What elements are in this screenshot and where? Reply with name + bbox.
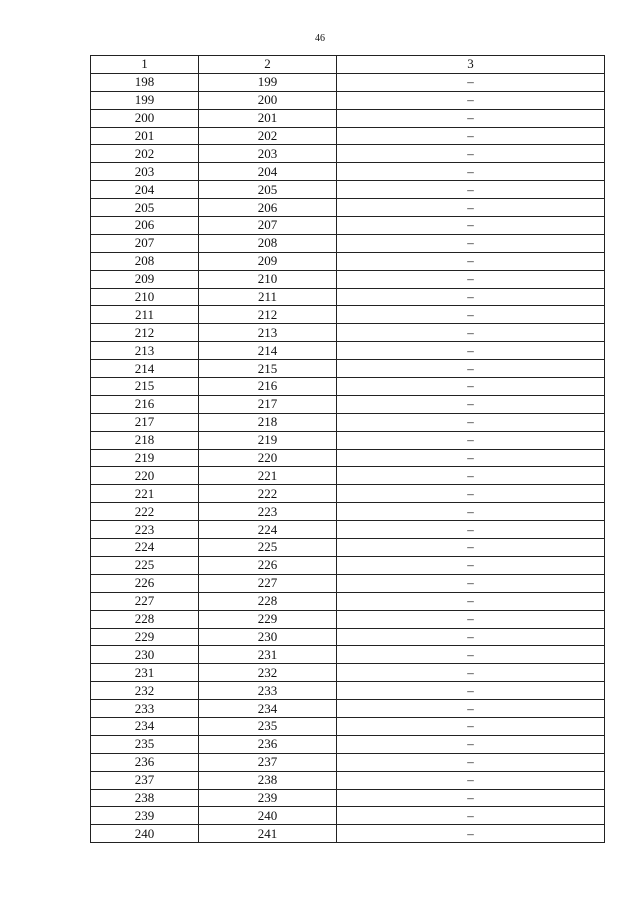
table-row	[91, 252, 605, 270]
table-cell-col-3: –	[337, 825, 605, 843]
table-row	[91, 288, 605, 306]
table-row	[91, 73, 605, 91]
table-row	[91, 217, 605, 235]
table-cell-col-2: 232	[199, 664, 337, 682]
table-row	[91, 449, 605, 467]
table-cell-col-2: 200	[199, 91, 337, 109]
table-cell-col-1: 226	[91, 574, 199, 592]
table-cell-col-2: 205	[199, 181, 337, 199]
table-cell-col-1: 205	[91, 199, 199, 217]
table-cell-col-2: 221	[199, 467, 337, 485]
table-cell-col-1: 231	[91, 664, 199, 682]
table-row	[91, 467, 605, 485]
table-cell-col-3: –	[337, 449, 605, 467]
table-body	[91, 73, 605, 842]
table-row	[91, 181, 605, 199]
table-cell-col-2: 219	[199, 431, 337, 449]
table-cell-col-2: 227	[199, 574, 337, 592]
table-cell-col-2: 229	[199, 610, 337, 628]
table-cell-col-2: 206	[199, 199, 337, 217]
table-cell-col-1: 207	[91, 234, 199, 252]
table-cell-col-2: 209	[199, 252, 337, 270]
table-row	[91, 127, 605, 145]
table-row	[91, 378, 605, 396]
table-row	[91, 91, 605, 109]
table-cell-col-1: 229	[91, 628, 199, 646]
table-cell-col-2: 226	[199, 556, 337, 574]
table-cell-col-3: –	[337, 717, 605, 735]
table-row	[91, 610, 605, 628]
table-cell-col-1: 238	[91, 789, 199, 807]
table-cell-col-1: 209	[91, 270, 199, 288]
table-row	[91, 306, 605, 324]
table-cell-col-2: 222	[199, 485, 337, 503]
data-table	[90, 55, 605, 843]
table-cell-col-3: –	[337, 646, 605, 664]
table-cell-col-2: 234	[199, 700, 337, 718]
table-cell-col-2: 201	[199, 109, 337, 127]
table-row	[91, 360, 605, 378]
table-cell-col-1: 217	[91, 413, 199, 431]
table-cell-col-2: 210	[199, 270, 337, 288]
table-cell-col-1: 212	[91, 324, 199, 342]
table-cell-col-3: –	[337, 574, 605, 592]
table-cell-col-3: –	[337, 539, 605, 557]
table-cell-col-2: 231	[199, 646, 337, 664]
table-row	[91, 145, 605, 163]
table-cell-col-2: 224	[199, 521, 337, 539]
table-cell-col-3: –	[337, 700, 605, 718]
table-cell-col-1: 208	[91, 252, 199, 270]
table-cell-col-2: 238	[199, 771, 337, 789]
table-cell-col-3: –	[337, 503, 605, 521]
table-cell-col-3: –	[337, 109, 605, 127]
table-cell-col-3: –	[337, 73, 605, 91]
table-row	[91, 234, 605, 252]
table-row	[91, 628, 605, 646]
table-cell-col-2: 220	[199, 449, 337, 467]
table-cell-col-3: –	[337, 288, 605, 306]
table-cell-col-3: –	[337, 431, 605, 449]
table-cell-col-2: 239	[199, 789, 337, 807]
table-row	[91, 109, 605, 127]
column-header-3: 3	[337, 56, 605, 74]
table-cell-col-1: 228	[91, 610, 199, 628]
table-cell-col-3: –	[337, 735, 605, 753]
table-cell-col-3: –	[337, 628, 605, 646]
table-cell-col-2: 208	[199, 234, 337, 252]
table-row	[91, 807, 605, 825]
table-row	[91, 395, 605, 413]
table-row	[91, 700, 605, 718]
table-cell-col-3: –	[337, 181, 605, 199]
table-cell-col-2: 207	[199, 217, 337, 235]
table-row	[91, 324, 605, 342]
table-header-row	[91, 56, 605, 74]
table-cell-col-3: –	[337, 324, 605, 342]
table-row	[91, 342, 605, 360]
page-number: 46	[315, 33, 325, 44]
table-cell-col-1: 224	[91, 539, 199, 557]
table-cell-col-1: 206	[91, 217, 199, 235]
table-cell-col-1: 235	[91, 735, 199, 753]
table-cell-col-3: –	[337, 234, 605, 252]
table-cell-col-1: 213	[91, 342, 199, 360]
table-cell-col-2: 225	[199, 539, 337, 557]
table-cell-col-1: 234	[91, 717, 199, 735]
table-cell-col-1: 210	[91, 288, 199, 306]
table-cell-col-3: –	[337, 467, 605, 485]
table-row	[91, 431, 605, 449]
table-cell-col-1: 215	[91, 378, 199, 396]
table-cell-col-3: –	[337, 127, 605, 145]
table-cell-col-2: 202	[199, 127, 337, 145]
table-cell-col-3: –	[337, 556, 605, 574]
table-cell-col-2: 212	[199, 306, 337, 324]
table-cell-col-2: 236	[199, 735, 337, 753]
table-cell-col-3: –	[337, 378, 605, 396]
table-cell-col-1: 240	[91, 825, 199, 843]
table-cell-col-1: 223	[91, 521, 199, 539]
table-row	[91, 789, 605, 807]
table-cell-col-1: 225	[91, 556, 199, 574]
table-row	[91, 485, 605, 503]
table-cell-col-1: 218	[91, 431, 199, 449]
table-cell-col-3: –	[337, 807, 605, 825]
table-cell-col-1: 227	[91, 592, 199, 610]
table-cell-col-3: –	[337, 771, 605, 789]
table-row	[91, 163, 605, 181]
table-cell-col-1: 233	[91, 700, 199, 718]
table-cell-col-2: 240	[199, 807, 337, 825]
table-cell-col-2: 211	[199, 288, 337, 306]
table-row	[91, 682, 605, 700]
table-cell-col-3: –	[337, 252, 605, 270]
table-cell-col-1: 232	[91, 682, 199, 700]
table-cell-col-3: –	[337, 217, 605, 235]
table-cell-col-3: –	[337, 521, 605, 539]
table-row	[91, 199, 605, 217]
table-cell-col-2: 218	[199, 413, 337, 431]
table-cell-col-1: 220	[91, 467, 199, 485]
table-row	[91, 413, 605, 431]
table-row	[91, 592, 605, 610]
table-cell-col-3: –	[337, 360, 605, 378]
table-row	[91, 556, 605, 574]
table-row	[91, 735, 605, 753]
table-row	[91, 521, 605, 539]
table-cell-col-2: 214	[199, 342, 337, 360]
table-cell-col-2: 199	[199, 73, 337, 91]
table-cell-col-1: 219	[91, 449, 199, 467]
table-row	[91, 753, 605, 771]
table-row	[91, 574, 605, 592]
table-cell-col-2: 217	[199, 395, 337, 413]
table-cell-col-1: 216	[91, 395, 199, 413]
table-cell-col-3: –	[337, 753, 605, 771]
table-cell-col-2: 203	[199, 145, 337, 163]
table-cell-col-2: 235	[199, 717, 337, 735]
table-row	[91, 664, 605, 682]
table-row	[91, 539, 605, 557]
table-cell-col-1: 214	[91, 360, 199, 378]
table-cell-col-2: 204	[199, 163, 337, 181]
table-row	[91, 771, 605, 789]
table-cell-col-1: 203	[91, 163, 199, 181]
table-cell-col-1: 201	[91, 127, 199, 145]
table-cell-col-3: –	[337, 270, 605, 288]
table-cell-col-3: –	[337, 342, 605, 360]
table-cell-col-2: 237	[199, 753, 337, 771]
table-cell-col-2: 230	[199, 628, 337, 646]
table-cell-col-3: –	[337, 163, 605, 181]
table-cell-col-1: 239	[91, 807, 199, 825]
table-cell-col-2: 216	[199, 378, 337, 396]
table-cell-col-3: –	[337, 145, 605, 163]
table-cell-col-1: 198	[91, 73, 199, 91]
table-cell-col-1: 237	[91, 771, 199, 789]
table-cell-col-3: –	[337, 610, 605, 628]
table-cell-col-3: –	[337, 682, 605, 700]
table-row	[91, 646, 605, 664]
table-cell-col-1: 236	[91, 753, 199, 771]
table-cell-col-3: –	[337, 485, 605, 503]
table-cell-col-2: 223	[199, 503, 337, 521]
table-cell-col-1: 200	[91, 109, 199, 127]
table-cell-col-3: –	[337, 664, 605, 682]
table-cell-col-1: 202	[91, 145, 199, 163]
table-cell-col-2: 215	[199, 360, 337, 378]
table-cell-col-1: 211	[91, 306, 199, 324]
table-cell-col-2: 228	[199, 592, 337, 610]
column-header-2: 2	[199, 56, 337, 74]
table-row	[91, 270, 605, 288]
table-cell-col-3: –	[337, 395, 605, 413]
table-header	[91, 56, 605, 74]
table-cell-col-1: 204	[91, 181, 199, 199]
table-cell-col-3: –	[337, 199, 605, 217]
table-cell-col-1: 221	[91, 485, 199, 503]
table-cell-col-1: 230	[91, 646, 199, 664]
table-cell-col-3: –	[337, 413, 605, 431]
table-cell-col-2: 233	[199, 682, 337, 700]
table-cell-col-3: –	[337, 91, 605, 109]
table-row	[91, 717, 605, 735]
table-row	[91, 825, 605, 843]
table-cell-col-1: 222	[91, 503, 199, 521]
table-cell-col-3: –	[337, 592, 605, 610]
table-cell-col-2: 241	[199, 825, 337, 843]
table-cell-col-2: 213	[199, 324, 337, 342]
table-row	[91, 503, 605, 521]
table-cell-col-3: –	[337, 306, 605, 324]
table-cell-col-3: –	[337, 789, 605, 807]
table-cell-col-1: 199	[91, 91, 199, 109]
column-header-1: 1	[91, 56, 199, 74]
